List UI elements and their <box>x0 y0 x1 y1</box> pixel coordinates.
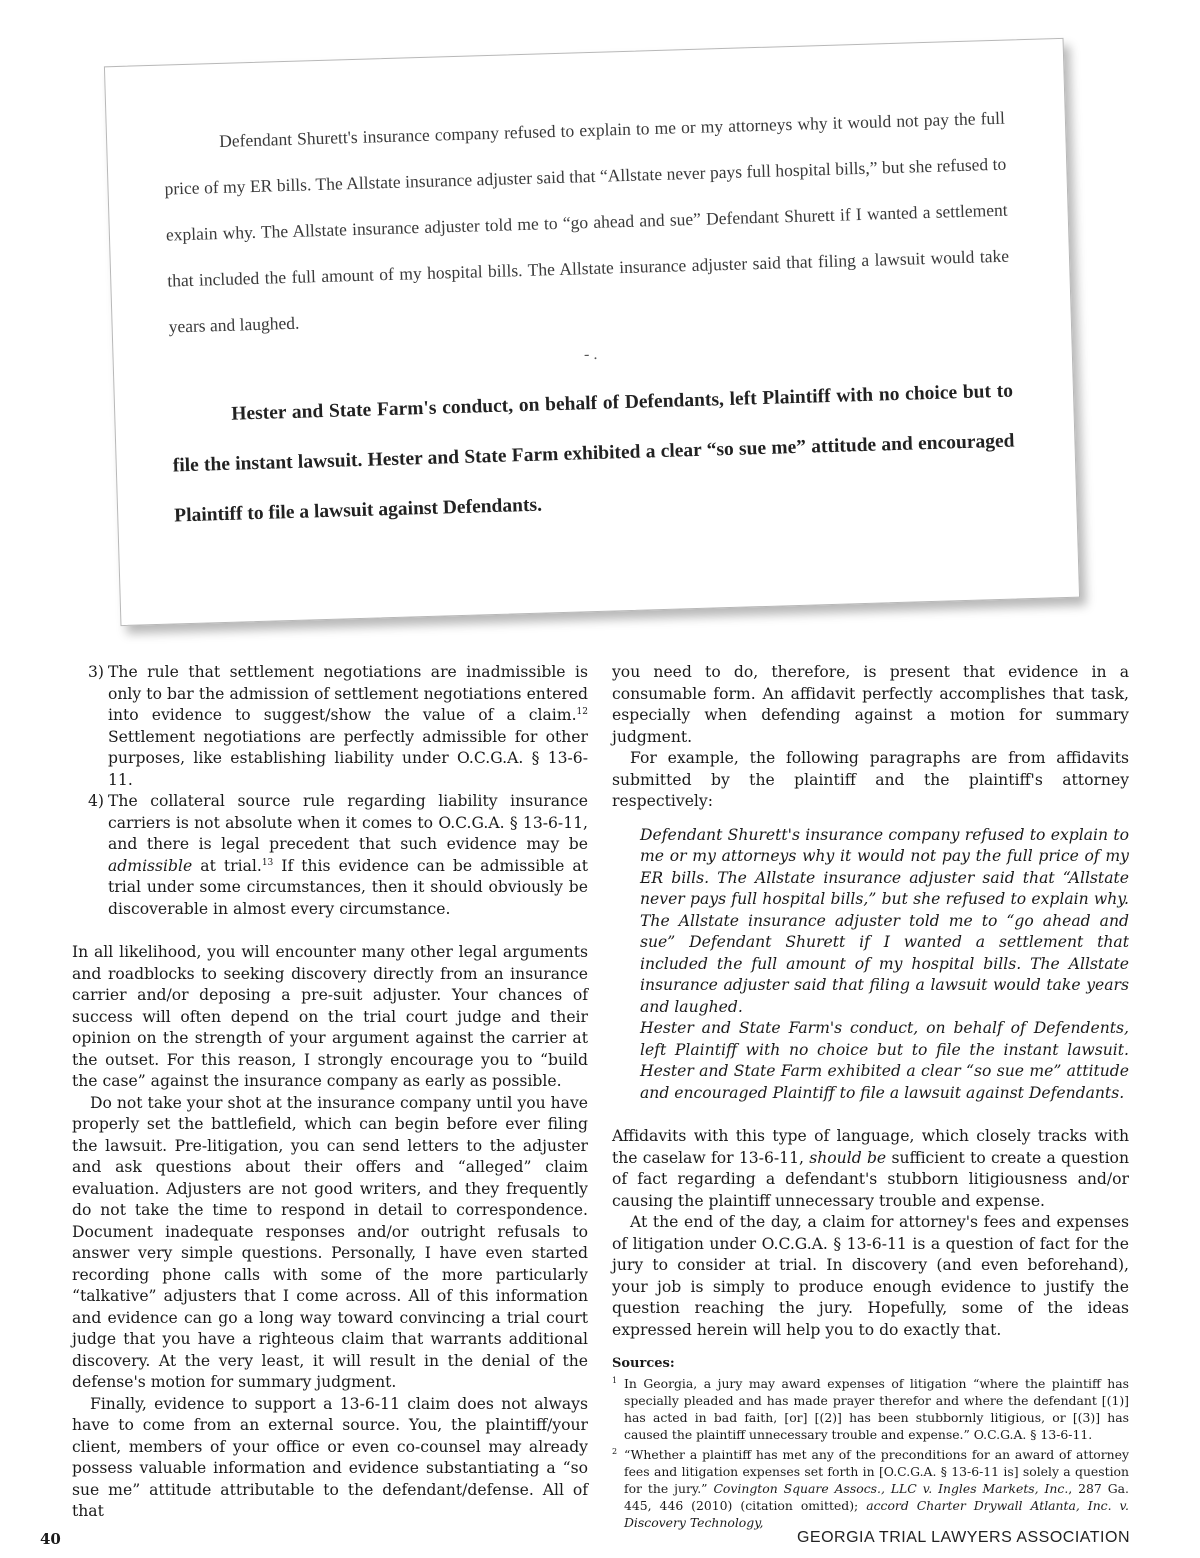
page-number: 40 <box>40 1530 61 1548</box>
list-number: 4) <box>88 792 105 810</box>
footnote-number: 2 <box>612 1446 618 1456</box>
body-paragraph: At the end of the day, a claim for attorney's fees and expenses of litigation under O.C.G.A. § 13-6-11 is a question of fact for the jury to consider at trial. In discovery (and even beforehand), your job is simply to produce enough evidence to justify the question reaching the jury. Hopefully, some of the ideas expressed herein will help you to do exactly that. <box>612 1213 1129 1339</box>
footnote-text: , 287 Ga. 445, 446 (2010) (citation omitted); <box>624 1480 1129 1513</box>
scan-paragraph-1: Defendant Shurett's insurance company refused to explain to me or my attorneys why it would not pay the full price of my ER bills. The Allstate insurance adjuster said that “Allstate never pays full hospital bills,” but she refused to explain why. The Allstate insurance adjuster told me to “go ahead and sue” Defendant Shurett if I wanted a settlement that included the full amount of my hospital bills. The Allstate insurance adjuster said that filing a lawsuit would take years and laughed. <box>164 107 1010 337</box>
emphasis: admissible <box>108 856 193 875</box>
affidavit-quote <box>640 825 1129 1105</box>
footnote-number: 1 <box>612 1375 618 1385</box>
scan-paragraph-2: Hester and State Farm's conduct, on behalf of Defendants, left Plaintiff with no choice but to file the instant lawsuit. Hester and State Farm exhibited a clear “so sue me” attitude and encouraged Plaintiff to file a lawsuit against Defendants. <box>172 380 1015 527</box>
list-number: 3) <box>88 663 105 681</box>
scanned-affidavit-excerpt <box>104 38 1080 626</box>
list-item <box>72 791 588 920</box>
emphasis: should be <box>809 1148 887 1167</box>
left-column <box>72 662 588 1523</box>
list-text: The rule that settlement negotiations are inadmissible is only to bar the admission of settlement negotiations entered into evidence to suggest/show the value of a claim. <box>108 663 588 724</box>
body-paragraph: Do not take your shot at the insurance company until you have properly set the battlefield, which can begin before ever filing the lawsuit. Pre-litigation, you can send letters to the adjuster and ask questions about their offers and “alleged” claim evaluation. Adjusters are not good writers, and they frequently do not take the time to respond in detail to correspondence. Document inadequate responses and/or outright refusals to answer very simple questions. Personally, I have even started recording phone calls with some of the more particularly “talkative” adjusters that I come across. All of this information and evidence can go a long way toward convincing a trial court judge that you have a righteous claim that warrants additional discovery. At the very least, it will result in the denial of the defense's motion for summary judgment. <box>72 1093 588 1391</box>
list-item <box>72 662 588 791</box>
quote-paragraph: Defendant Shurett's insurance company refused to explain to me or my attorneys why it would not pay the full price of my ER bills. The Allstate insurance adjuster said that “Allstate never pays full hospital bills,” but she refused to explain why. The Allstate insurance adjuster told me to “go ahead and sue” Defendant Shurett if I wanted a settlement that included the full amount of my hospital bills. The Allstate insurance adjuster said that filing a lawsuit would take years and laughed. <box>640 825 1129 1016</box>
list-text: at trial. <box>192 856 262 875</box>
publication-name: GEORGIA TRIAL LAWYERS ASSOCIATION <box>796 1529 1130 1546</box>
footnote-ref: 12 <box>576 706 588 717</box>
list-text: Settlement negotiations are perfectly admissible for other purposes, like establishing liability under O.C.G.A. § 13-6-11. <box>108 727 588 789</box>
scan-marks: - . <box>583 345 598 364</box>
body-paragraph: In all likelihood, you will encounter many other legal arguments and roadblocks to seeking discovery directly from an insurance carrier and/or deposing a pre-suit adjuster. Your chances of success will often depend on the trial court judge and their opinion on the strength of your argument against the carrier at the outset. For this reason, I strongly encourage you to “build the case” against the insurance company as early as possible. <box>72 943 588 1090</box>
footnote <box>612 1375 1129 1443</box>
footnote-text: “Whether a plaintiff has met any of the preconditions for an award of attorney fees and litigation expenses set forth in [O.C.G.A. § 13-6-11 is] solely a question for the jury.” <box>624 1446 1129 1496</box>
rules-list <box>72 662 588 920</box>
body-paragraph: you need to do, therefore, is present that evidence in a consumable form. An affidavit perfectly accomplishes that task, especially when defending against a motion for summary judgment. <box>612 663 1129 746</box>
body-paragraph <box>612 1126 1129 1212</box>
list-text: The collateral source rule regarding liability insurance carriers is not absolute when it comes to O.C.G.A. § 13-6-11, and there is legal precedent that such evidence may be <box>108 792 588 853</box>
footnote-text: In Georgia, a jury may award expenses of litigation “where the plaintiff has specially pleaded and has made prayer therefor and where the defendant [(1)] has acted in bad faith, [or] [(2)] has been stubbornly litigious, or [(3)] has caused the plaintiff unnecessary trouble and expense.” O.C.G.A. § 13-6-11. <box>624 1375 1129 1442</box>
case-citation: Covington Square Assocs., LLC v. Ingles Markets, Inc. <box>713 1480 1069 1496</box>
text: Affidavits with this type of language, which closely tracks with the caselaw for 13-6-11, <box>612 1127 1129 1167</box>
body-paragraph: Finally, evidence to support a 13-6-11 claim does not always have to come from an external source. You, the plaintiff/your client, members of your office or even co-counsel may already possess valuable information and evidence substantiating a “so sue me” attitude attributable to the defendant/defense. All of that <box>72 1394 588 1520</box>
right-column <box>612 662 1129 1531</box>
list-text: If this evidence can be admissible at trial under some circumstances, then it should obviously be discoverable in almost every circumstance. <box>108 856 588 918</box>
quote-paragraph: Hester and State Farm's conduct, on behalf of Defendents, left Plaintiff with no choice but to file the instant lawsuit. Hester and State Farm exhibited a clear “so sue me” attitude and encouraged Plaintiff to file a lawsuit against Defendants. <box>640 1019 1129 1102</box>
footnote-ref: 13 <box>261 857 274 868</box>
body-paragraph: For example, the following paragraphs are from affidavits submitted by the plaintiff and the plaintiff's attorney respectively: <box>612 749 1129 810</box>
text: sufficient to create a question of fact regarding a defendant's stubborn litigiousness and/or causing the plaintiff unnecessary trouble and expense. <box>612 1148 1129 1210</box>
footnote <box>612 1446 1129 1531</box>
sources-heading: Sources: <box>612 1356 675 1371</box>
case-citation: accord Charter Drywall Atlanta, Inc. v. Discovery Technology, <box>624 1497 1129 1530</box>
